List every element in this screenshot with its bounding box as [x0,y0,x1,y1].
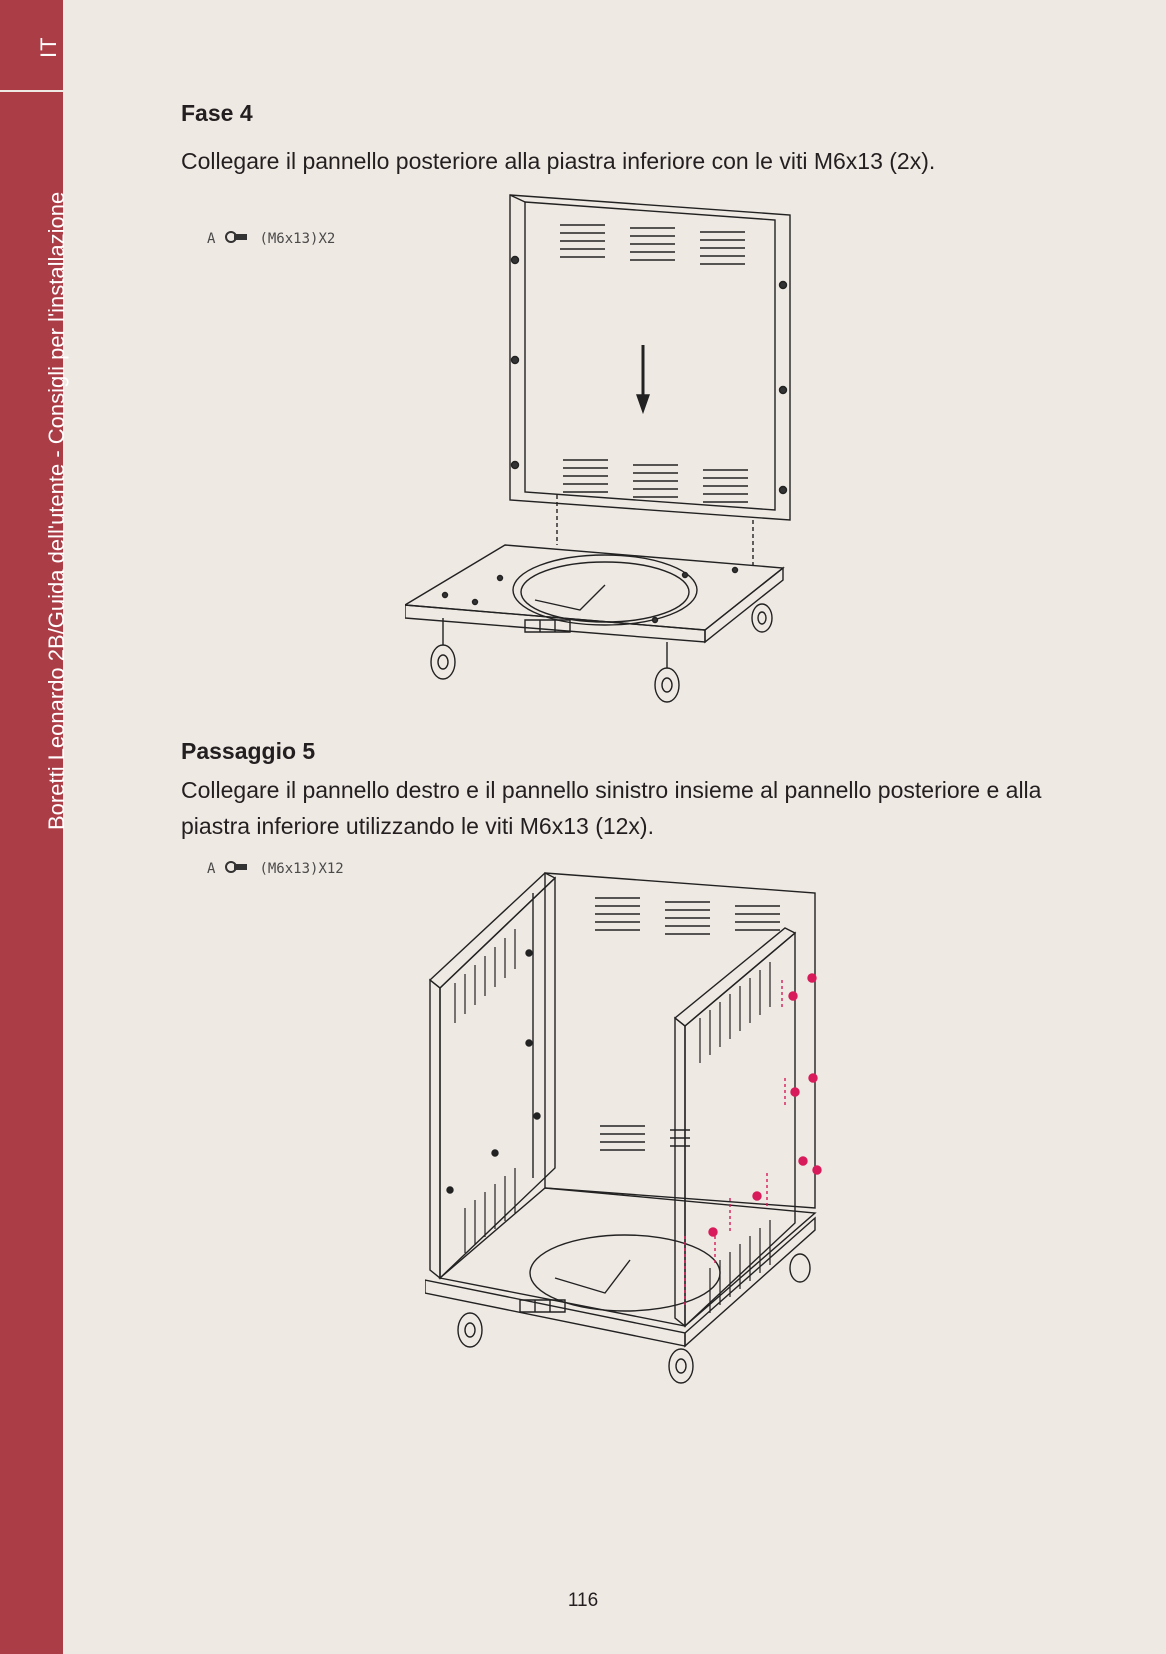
parts-spec: (M6x13)X12 [259,861,344,877]
step-4-title: Fase 4 [181,100,253,126]
step-5-parts-label [207,860,344,878]
step-5-title: Passaggio 5 [181,738,316,764]
page-number: 116 [567,1590,599,1611]
step-5-illustration [425,868,835,1388]
bottom-louvers [563,460,748,502]
screw-icon [225,230,249,248]
top-louvers [560,225,745,264]
language-label: IT [36,36,61,58]
parts-letter: A [207,231,216,247]
screw-icon [225,860,249,878]
step-4-parts-label [207,230,335,248]
sidebar [0,0,69,1654]
document-title: Boretti Leonardo 2B/Guida dell'utente - Consigli per l'installazione [44,191,69,830]
language-tab [0,0,63,92]
step-4-illustration [405,190,805,710]
parts-letter: A [207,861,216,877]
step-4-text: Collegare il pannello posteriore alla piastra inferiore con le viti M6x13 (2x). [181,148,936,174]
step-5-text: Collegare il pannello destro e il pannello sinistro insieme al pannello posteriore e alla piastra inferiore utilizzando le viti M6x13 (12x). [181,777,1042,839]
parts-spec: (M6x13)X2 [259,231,336,247]
